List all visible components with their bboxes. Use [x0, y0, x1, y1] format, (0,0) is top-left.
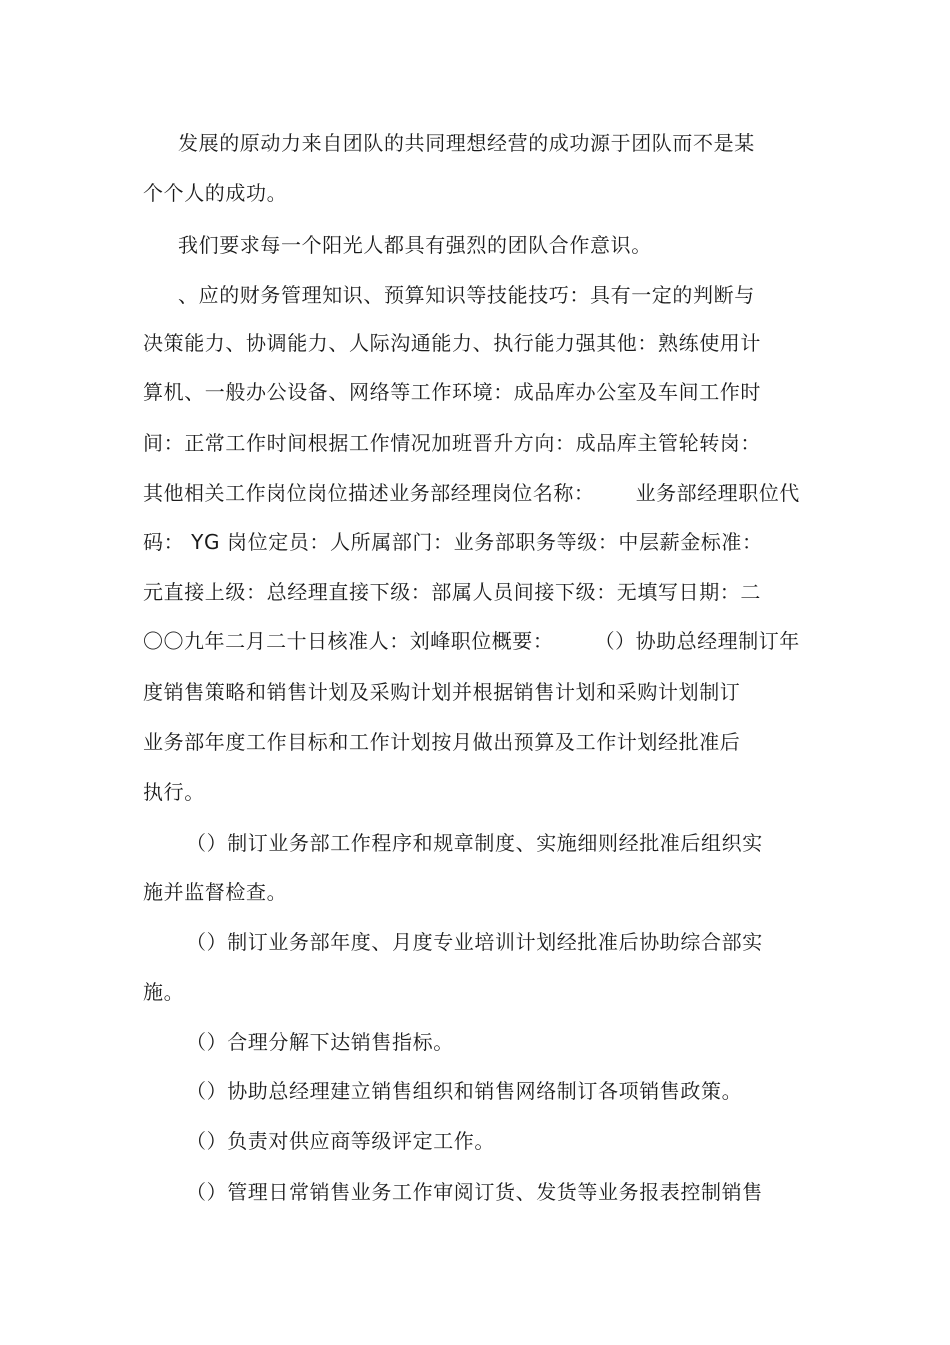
text-line: （）负责对供应商等级评定工作。 [186, 1129, 495, 1153]
text-line: （）制订业务部年度、月度专业培训计划经批准后协助综合部实 [186, 930, 763, 954]
text-line: （）合理分解下达销售指标。 [186, 1030, 454, 1054]
text-line: 算机、一般办公设备、网络等工作环境：成品库办公室及车间工作时 [143, 380, 761, 404]
text-line: 元直接上级：总经理直接下级：部属人员间接下级：无填写日期：二 [143, 580, 761, 604]
text-line: 〇〇九年二月二十日核准人：刘峰职位概要： （）协助总经理制订年 [143, 629, 800, 653]
text-line: 发展的原动力来自团队的共同理想经营的成功源于团队而不是某 [178, 131, 755, 155]
text-line: 码： YG 岗位定员：人所属部门：业务部职务等级：中层薪金标准： [143, 530, 763, 554]
text-line: 执行。 [143, 780, 205, 804]
text-line: 个个人的成功。 [143, 181, 288, 205]
text-line: 、应的财务管理知识、预算知识等技能技巧：具有一定的判断与 [178, 283, 755, 307]
text-line: 度销售策略和销售计划及采购计划并根据销售计划和采购计划制订 [143, 680, 741, 704]
text-line: 其他相关工作岗位岗位描述业务部经理岗位名称： 业务部经理职位代 [143, 481, 800, 505]
text-line: 施。 [143, 980, 185, 1004]
text-line: 决策能力、协调能力、人际沟通能力、执行能力强其他：熟练使用计 [143, 331, 761, 355]
text-line: 间：正常工作时间根据工作情况加班晋升方向：成品库主管轮转岗： [143, 431, 761, 455]
text-line: 业务部年度工作目标和工作计划按月做出预算及工作计划经批准后 [143, 730, 741, 754]
text-line: 施并监督检查。 [143, 880, 288, 904]
text-line: （）制订业务部工作程序和规章制度、实施细则经批准后组织实 [186, 831, 763, 855]
text-line: （）管理日常销售业务工作审阅订货、发货等业务报表控制销售 [186, 1180, 763, 1204]
text-line: （）协助总经理建立销售组织和销售网络制订各项销售政策。 [186, 1079, 743, 1103]
text-line: 我们要求每一个阳光人都具有强烈的团队合作意识。 [178, 233, 652, 257]
